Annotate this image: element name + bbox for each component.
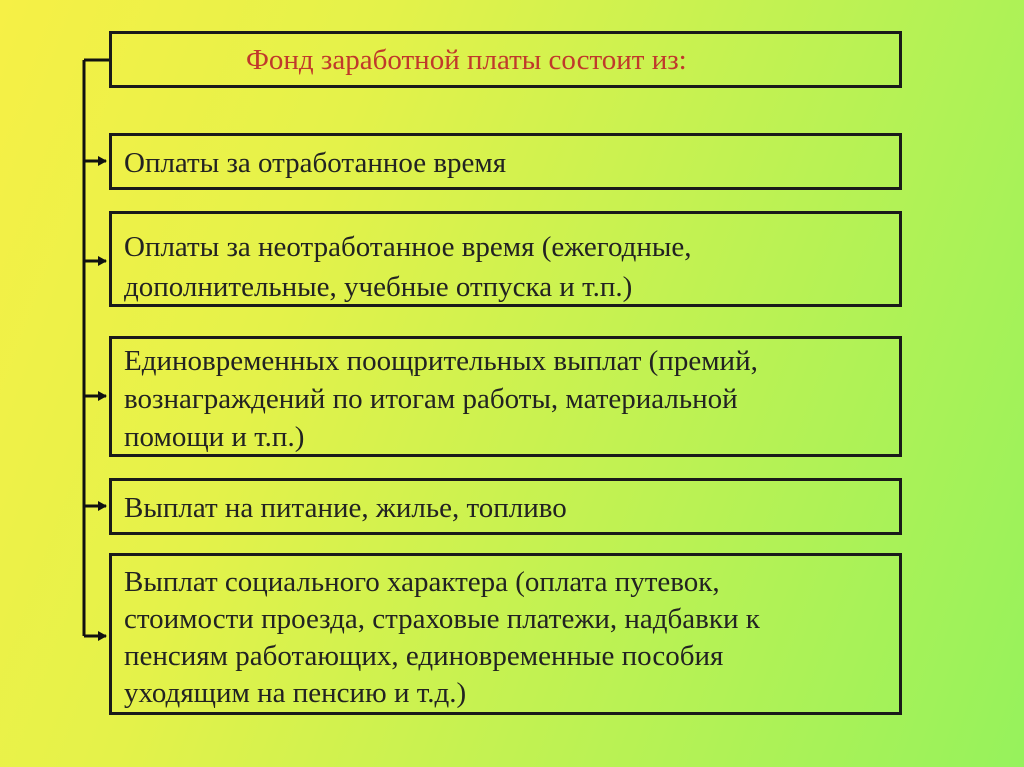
- title-box: [109, 31, 902, 88]
- item-2-line-1: Оплаты за неотработанное время (ежегодные,: [124, 231, 692, 263]
- item-4-line-1: Выплат на питание, жилье, топливо: [124, 492, 567, 524]
- item-3-line-1: Единовременных поощрительных выплат (премий,: [124, 345, 758, 377]
- item-box-4: [109, 478, 902, 535]
- item-box-5: [109, 553, 902, 715]
- item-5-line-1: Выплат социального характера (оплата путевок,: [124, 566, 720, 598]
- item-box-2: [109, 211, 902, 307]
- item-5-line-4: уходящим на пенсию и т.д.): [124, 677, 467, 709]
- item-3-line-3: помощи и т.п.): [124, 421, 305, 453]
- item-5-line-2: стоимости проезда, страховые платежи, надбавки к: [124, 603, 760, 635]
- item-1-line-1: Оплаты за отработанное время: [124, 147, 507, 179]
- item-box-3: [109, 336, 902, 457]
- title-text: Фонд заработной платы состоит из:: [246, 44, 687, 76]
- item-box-1: [109, 133, 902, 190]
- item-5-line-3: пенсиям работающих, единовременные пособия: [124, 640, 724, 672]
- item-2-line-2: дополнительные, учебные отпуска и т.п.): [124, 271, 633, 303]
- item-3-line-2: вознаграждений по итогам работы, материальной: [124, 383, 738, 415]
